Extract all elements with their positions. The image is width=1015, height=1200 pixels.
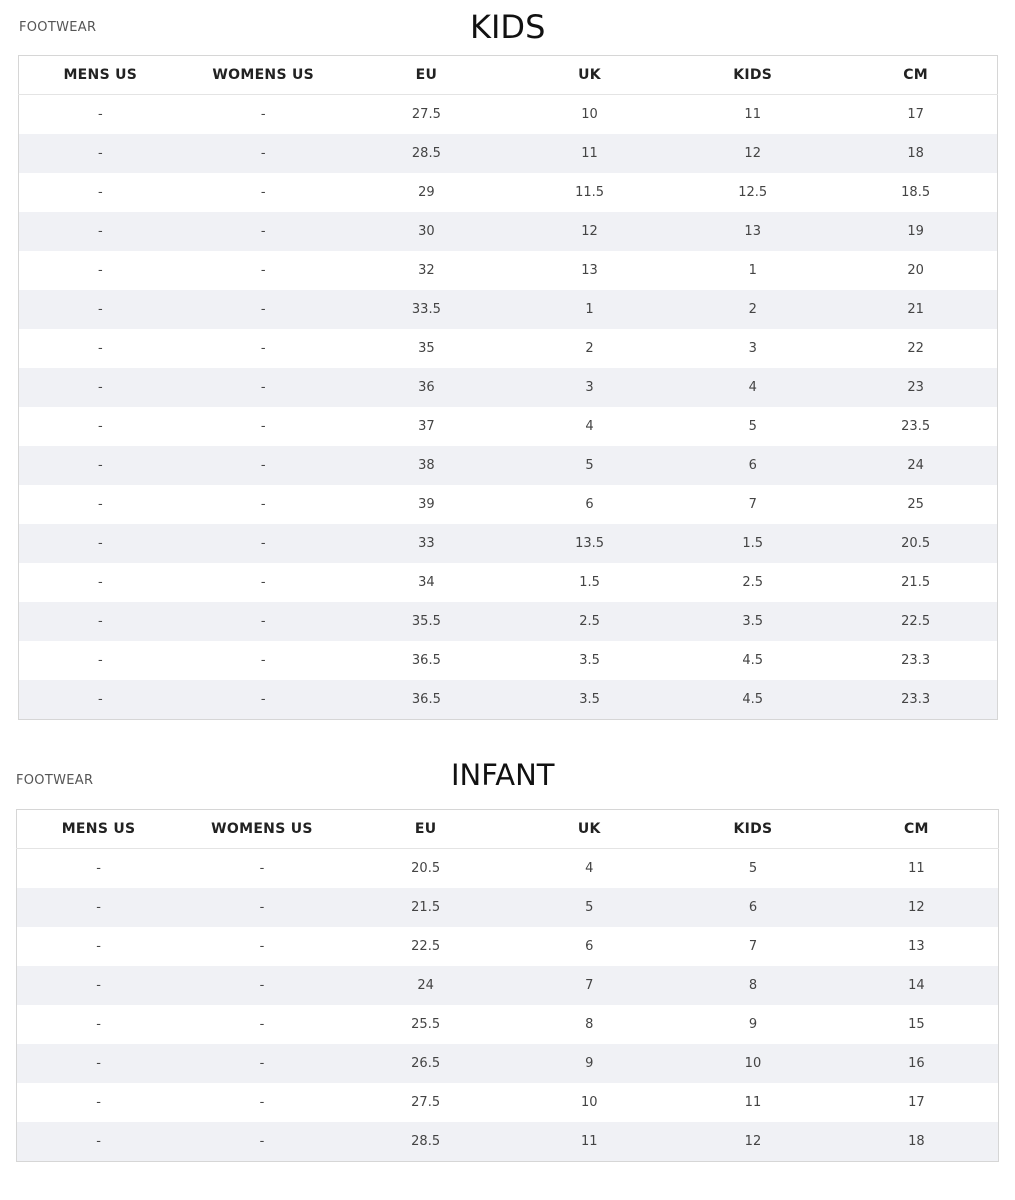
table-row: [19, 290, 998, 329]
cell-uk: 3.5: [508, 641, 671, 680]
cell-cm: 24: [834, 446, 997, 485]
cell-eu: 39: [345, 485, 508, 524]
cell-kids: 4.5: [671, 680, 834, 720]
cell-mens-us: -: [19, 485, 182, 524]
cell-cm: 21: [834, 290, 997, 329]
cell-uk: 5: [507, 888, 671, 927]
cell-eu: 36.5: [345, 680, 508, 720]
table-row: [19, 212, 998, 251]
table-row: [19, 524, 998, 563]
cell-mens-us: -: [19, 95, 182, 135]
cell-womens-us: -: [182, 680, 345, 720]
cell-kids: 8: [671, 966, 835, 1005]
cell-uk: 3.5: [508, 680, 671, 720]
cell-cm: 23.3: [834, 680, 997, 720]
table-row: [19, 446, 998, 485]
cell-cm: 23: [834, 368, 997, 407]
cell-womens-us: -: [182, 95, 345, 135]
cell-kids: 2.5: [671, 563, 834, 602]
table-row: [19, 641, 998, 680]
cell-kids: 1: [671, 251, 834, 290]
cell-cm: 23.5: [834, 407, 997, 446]
column-header-womens-us: WOMENS US: [180, 810, 344, 849]
cell-kids: 13: [671, 212, 834, 251]
cell-cm: 19: [834, 212, 997, 251]
cell-eu: 36: [345, 368, 508, 407]
cell-uk: 1.5: [508, 563, 671, 602]
cell-eu: 38: [345, 446, 508, 485]
cell-womens-us: -: [182, 641, 345, 680]
column-header-cm: CM: [834, 56, 997, 95]
cell-womens-us: -: [182, 368, 345, 407]
cell-eu: 33: [345, 524, 508, 563]
cell-cm: 18: [834, 134, 997, 173]
cell-womens-us: -: [180, 1083, 344, 1122]
cell-womens-us: -: [182, 446, 345, 485]
cell-kids: 5: [671, 849, 835, 889]
cell-cm: 12: [835, 888, 999, 927]
cell-kids: 1.5: [671, 524, 834, 563]
cell-mens-us: -: [19, 563, 182, 602]
cell-womens-us: -: [182, 251, 345, 290]
cell-mens-us: -: [19, 602, 182, 641]
cell-kids: 5: [671, 407, 834, 446]
cell-uk: 6: [507, 927, 671, 966]
cell-uk: 3: [508, 368, 671, 407]
table-row: [17, 1122, 999, 1162]
table-row: [19, 173, 998, 212]
cell-uk: 11.5: [508, 173, 671, 212]
cell-womens-us: -: [182, 485, 345, 524]
cell-mens-us: -: [17, 966, 181, 1005]
table-row: [19, 95, 998, 135]
cell-eu: 36.5: [345, 641, 508, 680]
table-row: [17, 1044, 999, 1083]
cell-cm: 20: [834, 251, 997, 290]
table-row: [17, 1083, 999, 1122]
cell-eu: 30: [345, 212, 508, 251]
table-row: [19, 329, 998, 368]
cell-uk: 11: [507, 1122, 671, 1162]
cell-mens-us: -: [19, 290, 182, 329]
column-header-kids: KIDS: [671, 56, 834, 95]
column-header-uk: UK: [508, 56, 671, 95]
cell-mens-us: -: [17, 1044, 181, 1083]
cell-eu: 29: [345, 173, 508, 212]
cell-uk: 13.5: [508, 524, 671, 563]
cell-mens-us: -: [19, 173, 182, 212]
cell-womens-us: -: [180, 888, 344, 927]
cell-mens-us: -: [19, 251, 182, 290]
table-row: [17, 1005, 999, 1044]
cell-womens-us: -: [182, 524, 345, 563]
cell-eu: 28.5: [345, 134, 508, 173]
cell-eu: 35: [345, 329, 508, 368]
cell-eu: 35.5: [345, 602, 508, 641]
cell-mens-us: -: [19, 680, 182, 720]
cell-kids: 12.5: [671, 173, 834, 212]
cell-uk: 4: [508, 407, 671, 446]
infant-size-table: [16, 809, 999, 1162]
table-row: [19, 563, 998, 602]
cell-cm: 21.5: [834, 563, 997, 602]
cell-kids: 4: [671, 368, 834, 407]
cell-mens-us: -: [19, 407, 182, 446]
cell-cm: 17: [835, 1083, 999, 1122]
cell-uk: 12: [508, 212, 671, 251]
cell-kids: 2: [671, 290, 834, 329]
table-row: [17, 927, 999, 966]
column-header-eu: EU: [345, 56, 508, 95]
cell-eu: 22.5: [344, 927, 508, 966]
cell-kids: 12: [671, 1122, 835, 1162]
cell-kids: 7: [671, 927, 835, 966]
cell-mens-us: -: [19, 212, 182, 251]
cell-eu: 21.5: [344, 888, 508, 927]
table-row: [19, 134, 998, 173]
cell-womens-us: -: [180, 927, 344, 966]
column-header-uk: UK: [507, 810, 671, 849]
cell-mens-us: -: [17, 1005, 181, 1044]
cell-cm: 14: [835, 966, 999, 1005]
cell-mens-us: -: [17, 1122, 181, 1162]
cell-mens-us: -: [17, 849, 181, 889]
cell-cm: 16: [835, 1044, 999, 1083]
cell-kids: 9: [671, 1005, 835, 1044]
header-row: [17, 810, 999, 849]
cell-cm: 22: [834, 329, 997, 368]
cell-womens-us: -: [180, 966, 344, 1005]
column-header-mens-us: MENS US: [17, 810, 181, 849]
cell-womens-us: -: [180, 1044, 344, 1083]
cell-uk: 10: [507, 1083, 671, 1122]
cell-uk: 2: [508, 329, 671, 368]
cell-cm: 22.5: [834, 602, 997, 641]
column-header-kids: KIDS: [671, 810, 835, 849]
table-row: [17, 888, 999, 927]
cell-womens-us: -: [182, 290, 345, 329]
cell-womens-us: -: [180, 1122, 344, 1162]
cell-eu: 32: [345, 251, 508, 290]
cell-womens-us: -: [182, 407, 345, 446]
cell-womens-us: -: [180, 849, 344, 889]
cell-kids: 3: [671, 329, 834, 368]
infant-title: INFANT: [451, 758, 555, 792]
cell-eu: 28.5: [344, 1122, 508, 1162]
cell-womens-us: -: [182, 563, 345, 602]
cell-eu: 37: [345, 407, 508, 446]
cell-mens-us: -: [19, 134, 182, 173]
cell-uk: 9: [507, 1044, 671, 1083]
cell-kids: 4.5: [671, 641, 834, 680]
cell-womens-us: -: [182, 602, 345, 641]
cell-uk: 2.5: [508, 602, 671, 641]
cell-eu: 27.5: [345, 95, 508, 135]
cell-eu: 24: [344, 966, 508, 1005]
cell-uk: 7: [507, 966, 671, 1005]
cell-cm: 18: [835, 1122, 999, 1162]
kids-size-table: [18, 55, 998, 720]
cell-womens-us: -: [182, 212, 345, 251]
cell-cm: 23.3: [834, 641, 997, 680]
cell-cm: 11: [835, 849, 999, 889]
cell-eu: 25.5: [344, 1005, 508, 1044]
cell-mens-us: -: [17, 1083, 181, 1122]
kids-title: KIDS: [470, 8, 546, 46]
cell-mens-us: -: [19, 329, 182, 368]
cell-kids: 7: [671, 485, 834, 524]
table-row: [19, 680, 998, 720]
cell-kids: 12: [671, 134, 834, 173]
cell-womens-us: -: [180, 1005, 344, 1044]
cell-womens-us: -: [182, 329, 345, 368]
cell-eu: 27.5: [344, 1083, 508, 1122]
cell-kids: 6: [671, 446, 834, 485]
cell-uk: 10: [508, 95, 671, 135]
cell-mens-us: -: [19, 641, 182, 680]
column-header-cm: CM: [835, 810, 999, 849]
cell-kids: 11: [671, 95, 834, 135]
cell-womens-us: -: [182, 134, 345, 173]
cell-uk: 5: [508, 446, 671, 485]
cell-mens-us: -: [19, 446, 182, 485]
table-row: [19, 485, 998, 524]
table-row: [17, 966, 999, 1005]
cell-mens-us: -: [19, 524, 182, 563]
cell-mens-us: -: [17, 888, 181, 927]
cell-eu: 20.5: [344, 849, 508, 889]
cell-kids: 6: [671, 888, 835, 927]
cell-eu: 34: [345, 563, 508, 602]
cell-cm: 20.5: [834, 524, 997, 563]
table-row: [17, 849, 999, 889]
cell-eu: 26.5: [344, 1044, 508, 1083]
cell-cm: 17: [834, 95, 997, 135]
column-header-eu: EU: [344, 810, 508, 849]
cell-eu: 33.5: [345, 290, 508, 329]
cell-kids: 10: [671, 1044, 835, 1083]
cell-cm: 18.5: [834, 173, 997, 212]
cell-cm: 13: [835, 927, 999, 966]
column-header-womens-us: WOMENS US: [182, 56, 345, 95]
cell-mens-us: -: [19, 368, 182, 407]
cell-cm: 15: [835, 1005, 999, 1044]
cell-uk: 11: [508, 134, 671, 173]
footwear-label: FOOTWEAR: [19, 20, 97, 35]
column-header-mens-us: MENS US: [19, 56, 182, 95]
cell-kids: 11: [671, 1083, 835, 1122]
table-row: [19, 251, 998, 290]
cell-uk: 8: [507, 1005, 671, 1044]
table-row: [19, 407, 998, 446]
cell-uk: 13: [508, 251, 671, 290]
cell-womens-us: -: [182, 173, 345, 212]
cell-mens-us: -: [17, 927, 181, 966]
cell-cm: 25: [834, 485, 997, 524]
cell-uk: 6: [508, 485, 671, 524]
table-row: [19, 602, 998, 641]
cell-kids: 3.5: [671, 602, 834, 641]
table-row: [19, 368, 998, 407]
cell-uk: 4: [507, 849, 671, 889]
cell-uk: 1: [508, 290, 671, 329]
header-row: [19, 56, 998, 95]
footwear-label: FOOTWEAR: [16, 773, 94, 788]
